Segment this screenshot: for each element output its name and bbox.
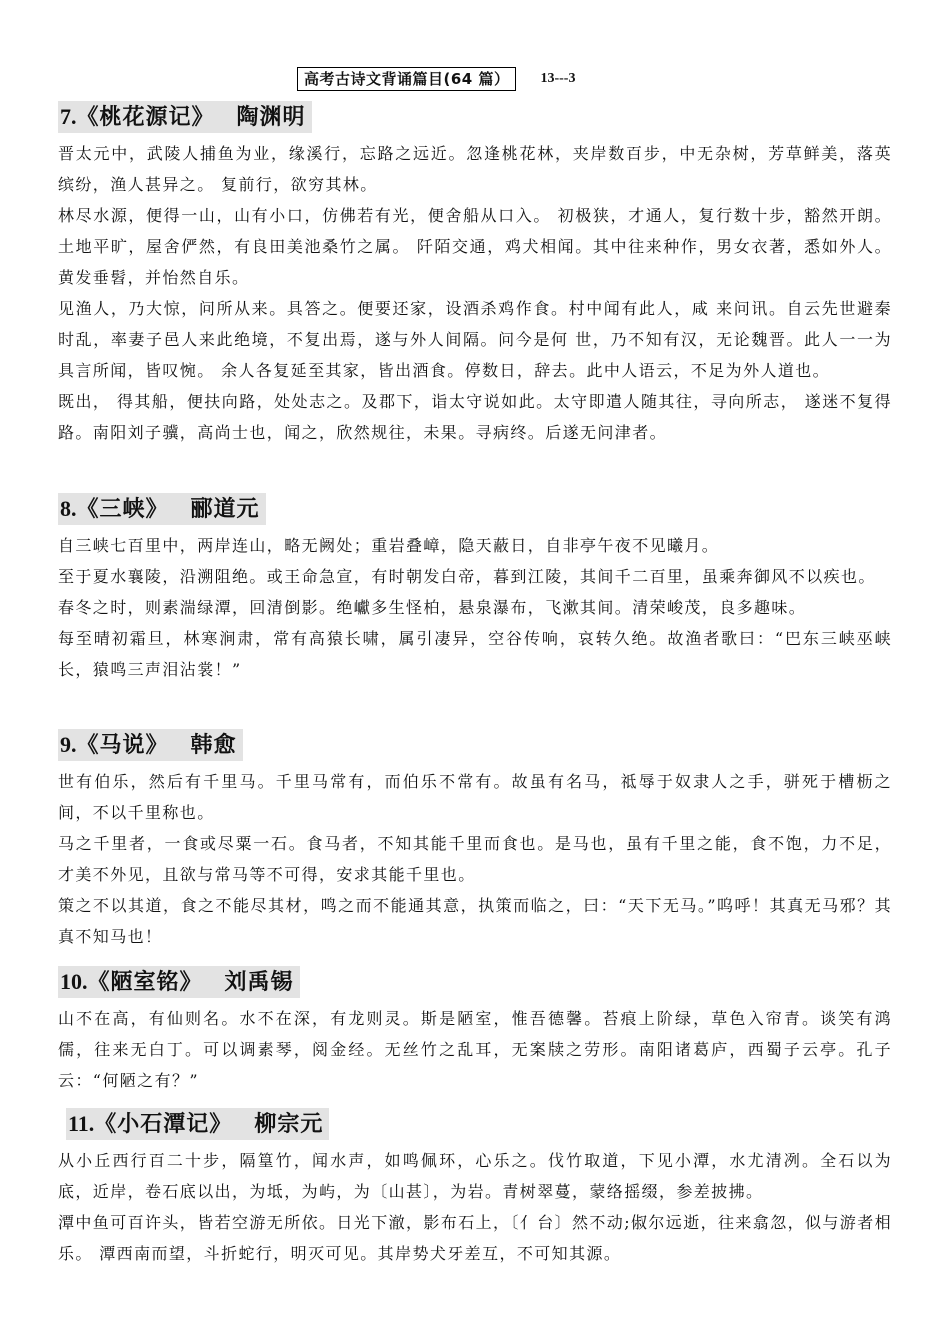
section-number: 8. bbox=[60, 496, 77, 521]
section-author: 刘禹锡 bbox=[224, 969, 294, 995]
paragraph: 从小丘西行百二十步，隔篁竹，闻水声，如鸣佩环，心乐之。伐竹取道，下见小潭，水尤清冽。全石以为底，近岸，卷石底以出，为坻，为屿，为〔山甚〕，为岩。青树翠蔓，蒙络摇缀，参差披拂。 bbox=[58, 1151, 892, 1201]
section-work-title: 《陋室铭》 bbox=[87, 969, 203, 995]
section-number: 10. bbox=[60, 969, 88, 994]
paragraph: 潭中鱼可百许头，皆若空游无所依。日光下澈，影布石上，〔亻台〕然不动;俶尔远逝，往来翕忽，似与游者相乐。 潭西南而望，斗折蛇行，明灭可见。其岸势犬牙差互，不可知其源。 bbox=[58, 1213, 892, 1263]
section-body bbox=[58, 766, 892, 952]
page-header bbox=[297, 67, 575, 91]
section-author: 韩愈 bbox=[190, 732, 237, 758]
section-body bbox=[58, 1145, 892, 1269]
paragraph: 至于夏水襄陵，沿溯阻绝。或王命急宣，有时朝发白帝，暮到江陵，其间千二百里，虽乘奔御风不以疾也。 bbox=[58, 567, 876, 586]
paragraph: 见渔人，乃大惊，问所从来。具答之。便要还家，设酒杀鸡作食。村中闻有此人，咸 来问讯。自云先世避秦时乱，率妻子邑人来此绝境，不复出焉，遂与外人间隔。问今是何 世，乃不知有汉，无论魏晋。此人一一为具言所闻，皆叹惋。 余人各复延至其家，皆出酒食。停数日，辞去。此中人语云，不足为外人道也。 bbox=[58, 299, 892, 380]
paragraph: 世有伯乐，然后有千里马。千里马常有，而伯乐不常有。故虽有名马，祗辱于奴隶人之手，骈死于槽枥之间，不以千里称也。 bbox=[58, 772, 892, 822]
section-loushiming bbox=[58, 966, 892, 1096]
page-code: 13---3 bbox=[540, 71, 576, 86]
paragraph: 马之千里者，一食或尽粟一石。食马者，不知其能千里而食也。是马也，虽有千里之能，食不饱，力不足，才美不外见，且欲与常马等不可得，安求其能千里也。 bbox=[58, 834, 892, 884]
paragraph: 晋太元中，武陵人捕鱼为业，缘溪行，忘路之远近。忽逢桃花林，夹岸数百步，中无杂树，芳草鲜美，落英缤纷，渔人甚异之。 复前行，欲穷其林。 bbox=[58, 144, 892, 194]
section-number: 7. bbox=[60, 104, 77, 129]
section-work-title: 《三峡》 bbox=[76, 496, 169, 522]
section-body bbox=[58, 138, 892, 448]
section-author: 郦道元 bbox=[190, 496, 260, 522]
paragraph: 春冬之时，则素湍绿潭，回清倒影。绝巘多生怪柏，悬泉瀑布，飞漱其间。清荣峻茂，良多趣味。 bbox=[58, 598, 807, 617]
paragraph: 林尽水源，便得一山，山有小口，仿佛若有光，便舍船从口入。 初极狭，才通人，复行数十步，豁然开朗。土地平旷，屋舍俨然，有良田美池桑竹之属。 阡陌交通，鸡犬相闻。其中往来种作，男女衣著，悉如外人。黄发垂髫，并怡然自乐。 bbox=[58, 206, 892, 287]
section-body bbox=[58, 530, 892, 685]
section-sanxia bbox=[58, 493, 892, 685]
section-work-title: 《马说》 bbox=[76, 732, 169, 758]
section-title bbox=[58, 493, 266, 525]
section-work-title: 《桃花源记》 bbox=[76, 104, 215, 130]
section-author: 陶渊明 bbox=[236, 104, 306, 130]
section-work-title: 《小石潭记》 bbox=[94, 1111, 233, 1137]
paragraph: 既出， 得其船，便扶向路，处处志之。及郡下，诣太守说如此。太守即遣人随其往，寻向所志， 遂迷不复得路。南阳刘子骥，高尚士也，闻之，欣然规往，未果。寻病终。后遂无问津者。 bbox=[58, 392, 892, 442]
section-title bbox=[58, 101, 312, 133]
section-author: 柳宗元 bbox=[254, 1111, 324, 1137]
section-title bbox=[66, 1108, 329, 1140]
section-xiaoshitanji bbox=[58, 1108, 892, 1269]
section-title bbox=[58, 966, 300, 998]
paragraph: 每至晴初霜旦，林寒涧肃，常有高猿长啸，属引凄异，空谷传响，哀转久绝。故渔者歌曰：“巴东三峡巫峡长，猿鸣三声泪沾裳！” bbox=[58, 629, 892, 679]
section-number: 9. bbox=[60, 732, 77, 757]
section-title bbox=[58, 729, 243, 761]
section-taohuayuanji bbox=[58, 101, 892, 448]
section-body bbox=[58, 1003, 892, 1096]
header-title: 高考古诗文背诵篇目(64 篇） bbox=[297, 67, 516, 91]
paragraph: 自三峡七百里中，两岸连山，略无阙处；重岩叠嶂，隐天蔽日，自非亭午夜不见曦月。 bbox=[58, 536, 720, 555]
paragraph: 策之不以其道，食之不能尽其材，鸣之而不能通其意，执策而临之，曰：“天下无马。”呜呼！其真无马邪？其真不知马也！ bbox=[58, 896, 892, 946]
paragraph: 山不在高，有仙则名。水不在深，有龙则灵。斯是陋室，惟吾德馨。苔痕上阶绿，草色入帘青。谈笑有鸿儒，往来无白丁。可以调素琴，阅金经。无丝竹之乱耳，无案牍之劳形。南阳诸葛庐，西蜀子云亭。孔子云：“何陋之有？” bbox=[58, 1009, 892, 1090]
section-number: 11. bbox=[68, 1111, 95, 1136]
section-mashuo bbox=[58, 729, 892, 952]
